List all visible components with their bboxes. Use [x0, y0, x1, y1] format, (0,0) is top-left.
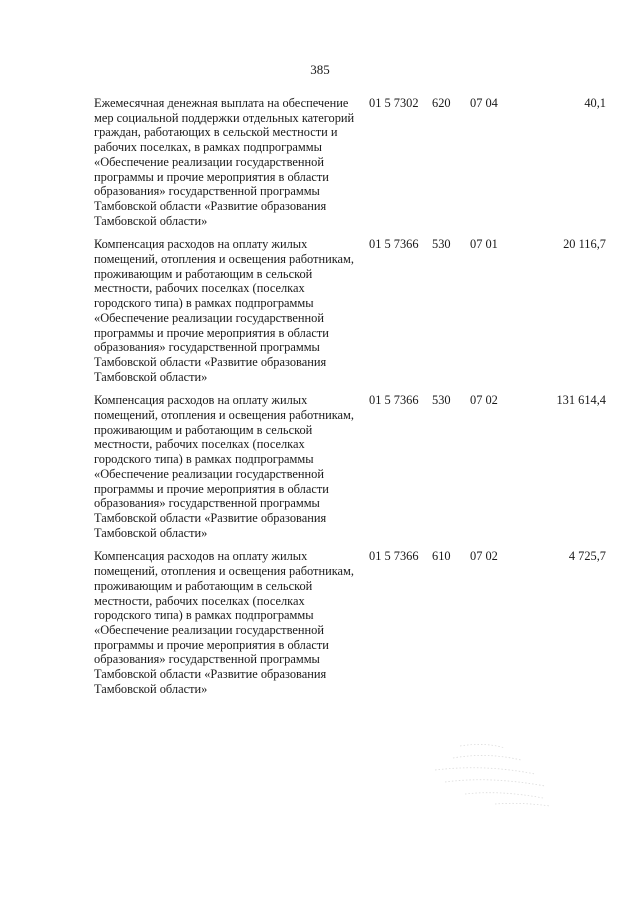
budget-table	[94, 96, 606, 705]
row-csr-code: 01 5 7302	[369, 96, 419, 110]
row-section-code: 07 02	[470, 393, 498, 408]
table-row	[94, 96, 606, 228]
row-vr-code: 610	[432, 549, 451, 564]
row-description: Компенсация расходов на оплату жилых помещений, отопления и освещения работникам, проживающим и работающим в сельской местности, рабочих поселках (поселках городского типа) в рамках подпрограммы «Обеспечение реализации государственной программы и прочие мероприятия в области образования» государственной программы Тамбовской области «Развитие образования Тамбовской области»	[94, 393, 354, 540]
row-section-code: 07 01	[470, 237, 498, 252]
row-vr-code: 620	[432, 96, 451, 110]
row-description: Ежемесячная денежная выплата на обеспечение мер социальной поддержки отдельных категорий граждан, работающих в сельской местности и рабочих поселках, в рамках подпрограммы «Обеспечение реализации государственной программы и прочие мероприятия в области образования» государственной программы Тамбовской области «Развитие образования Тамбовской области»	[94, 96, 355, 228]
faded-stamp-mark	[425, 740, 565, 810]
row-description: Компенсация расходов на оплату жилых помещений, отопления и освещения работникам, проживающим и работающим в сельской местности, рабочих поселках (поселках городского типа) в рамках подпрограммы «Обеспечение реализации государственной программы и прочие мероприятия в области образования» государственной программы Тамбовской области «Развитие образования Тамбовской области»	[94, 549, 354, 696]
row-vr-code: 530	[432, 393, 451, 408]
row-amount: 40,1	[584, 96, 606, 110]
row-amount: 20 116,7	[563, 237, 606, 252]
row-section-code: 07 04	[470, 96, 498, 110]
row-amount: 4 725,7	[568, 549, 606, 564]
row-csr-code: 01 5 7366	[369, 393, 419, 408]
row-description: Компенсация расходов на оплату жилых помещений, отопления и освещения работникам, проживающим и работающим в сельской местности, рабочих поселках (поселках городского типа) в рамках подпрограммы «Обеспечение реализации государственной программы и прочие мероприятия в области образования» государственной программы Тамбовской области «Развитие образования Тамбовской области»	[94, 237, 354, 384]
table-row	[94, 393, 606, 540]
table-row	[94, 549, 606, 696]
page-number: 385	[310, 62, 330, 77]
table-row	[94, 237, 606, 384]
row-csr-code: 01 5 7366	[369, 549, 419, 564]
row-csr-code: 01 5 7366	[369, 237, 419, 252]
row-amount: 131 614,4	[556, 393, 606, 408]
row-section-code: 07 02	[470, 549, 498, 564]
row-vr-code: 530	[432, 237, 451, 252]
